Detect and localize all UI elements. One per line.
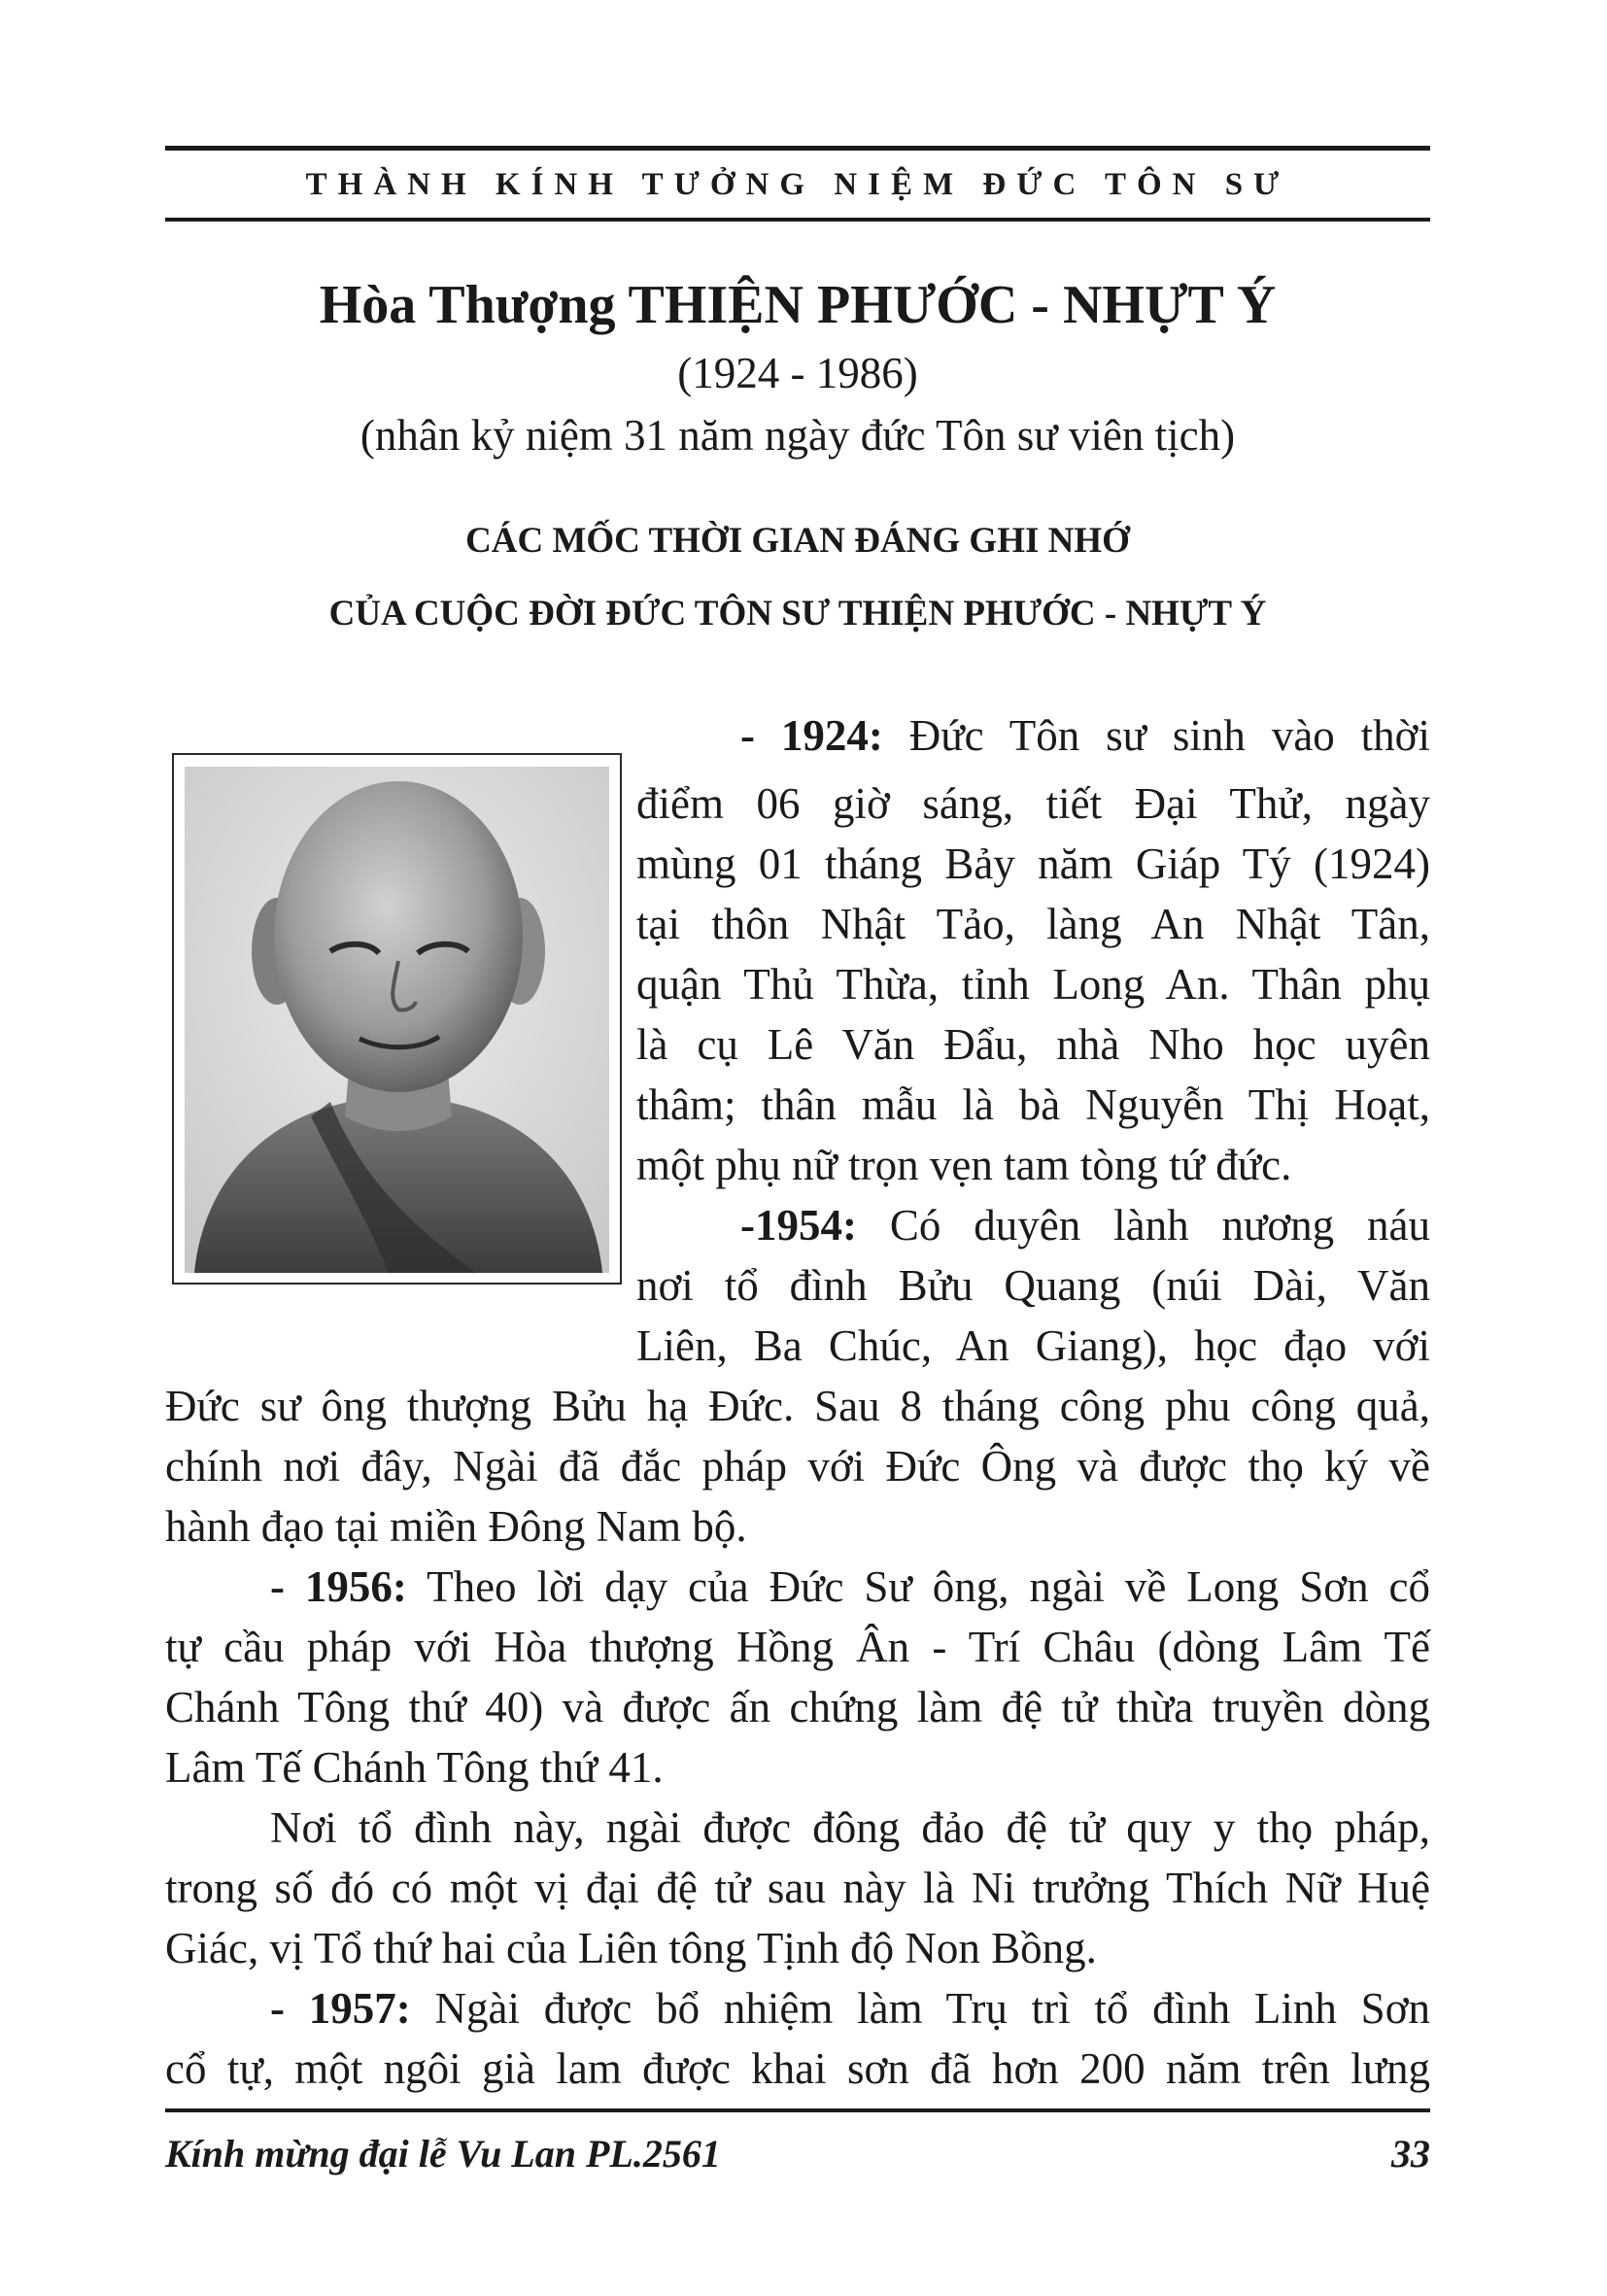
- paragraph-1924-line: một phụ nữ trọn vẹn tam tòng tứ đức.: [636, 1141, 1292, 1189]
- paragraph-1954-line: Đức sư ông thượng Bửu hạ Đức. Sau 8 tháng công phu công quả,: [165, 1382, 1430, 1430]
- header-rule-top: [165, 146, 1430, 151]
- footer-rule: [165, 2108, 1430, 2112]
- paragraph-disciples-line: Giác, vị Tổ thứ hai của Liên tông Tịnh độ Non Bồng.: [165, 1924, 1097, 1972]
- life-dates: (1924 - 1986): [677, 349, 918, 397]
- year-1957: - 1957:: [270, 1984, 411, 2033]
- paragraph-1924-line: điểm 06 giờ sáng, tiết Đại Thử, ngày: [636, 779, 1430, 828]
- section-heading-line-1: CÁC MỐC THỜI GIAN ĐÁNG GHI NHỚ: [465, 521, 1130, 561]
- year-1956: - 1956:: [270, 1562, 407, 1611]
- page-number: 33: [1391, 2132, 1430, 2176]
- paragraph-1924-line: quận Thủ Thừa, tỉnh Long An. Thân phụ: [636, 960, 1430, 1009]
- paragraph-1954-line: chính nơi đây, Ngài đã đắc pháp với Đức Ông và được thọ ký về: [165, 1442, 1430, 1491]
- paragraph-1956-line: tự cầu pháp với Hòa thượng Hồng Ân - Trí Châu (dòng Lâm Tế: [165, 1623, 1430, 1671]
- page-title: Hòa Thượng THIỆN PHƯỚC - NHỰT Ý: [319, 275, 1277, 335]
- portrait-image: [185, 767, 609, 1273]
- paragraph-1924-line: - 1924: Đức Tôn sư sinh vào thời: [740, 711, 1430, 760]
- paragraph-1957-line: cổ tự, một ngôi già lam được khai sơn đã hơn 200 năm trên lưng: [165, 2044, 1430, 2093]
- footer-title: Kính mừng đại lễ Vu Lan PL.2561: [165, 2132, 721, 2176]
- year-1924: - 1924:: [740, 711, 883, 760]
- paragraph-1924-line: là cụ Lê Văn Đẩu, nhà Nho học uyên: [636, 1020, 1430, 1069]
- section-heading-line-2: CỦA CUỘC ĐỜI ĐỨC TÔN SƯ THIỆN PHƯỚC - NHỰT Ý: [328, 594, 1267, 634]
- paragraph-1956-line: Chánh Tông thứ 40) và được ấn chứng làm đệ tử thừa truyền dòng: [165, 1683, 1430, 1731]
- paragraph-1954-line: -1954: Có duyên lành nương náu: [740, 1201, 1430, 1250]
- paragraph-disciples-line: Nơi tổ đình này, ngài được đông đảo đệ tử quy y thọ pháp,: [270, 1803, 1430, 1852]
- paragraph-1924-line: thâm; thân mẫu là bà Nguyễn Thị Hoạt,: [636, 1080, 1430, 1129]
- paragraph-1957-line: - 1957: Ngài được bổ nhiệm làm Trụ trì tổ đình Linh Sơn: [270, 1984, 1430, 2033]
- paragraph-1956-line: Lâm Tế Chánh Tông thứ 41.: [165, 1743, 664, 1792]
- paragraph-1956-line: - 1956: Theo lời dạy của Đức Sư ông, ngài về Long Sơn cổ: [270, 1562, 1430, 1611]
- page-subtitle: (nhân kỷ niệm 31 năm ngày đức Tôn sư viên tịch): [359, 411, 1236, 460]
- paragraph-1924-line: mùng 01 tháng Bảy năm Giáp Tý (1924): [636, 840, 1430, 888]
- header-rule-bottom: [165, 218, 1430, 222]
- paragraph-1954-line: nơi tổ đình Bửu Quang (núi Dài, Văn: [636, 1261, 1430, 1310]
- book-page: [165, 0, 1430, 2296]
- portrait-photo: [172, 753, 622, 1285]
- running-head: THÀNH KÍNH TƯỞNG NIỆM ĐỨC TÔN SƯ: [305, 167, 1290, 202]
- paragraph-1954-line: Liên, Ba Chúc, An Giang), học đạo với: [636, 1321, 1430, 1370]
- paragraph-1924-line: tại thôn Nhật Tảo, làng An Nhật Tân,: [636, 900, 1430, 948]
- paragraph-disciples-line: trong số đó có một vị đại đệ tử sau này là Ni trưởng Thích Nữ Huệ: [165, 1864, 1430, 1912]
- paragraph-1954-line: hành đạo tại miền Đông Nam bộ.: [165, 1502, 747, 1551]
- year-1954: -1954:: [740, 1201, 857, 1250]
